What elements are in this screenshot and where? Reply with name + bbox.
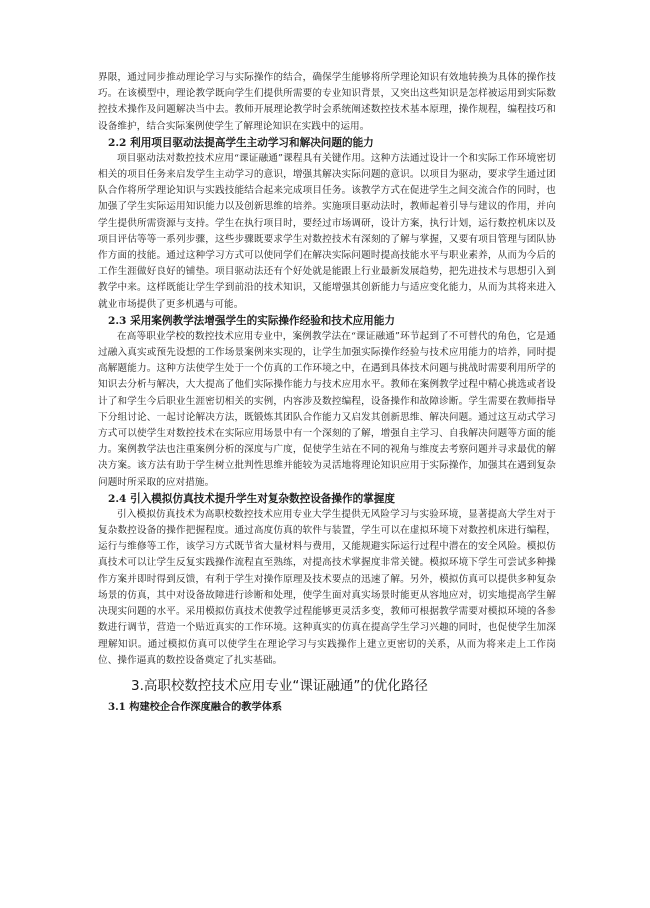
- section-heading-2-4: 2.4 引入模拟仿真技术提升学生对复杂数控设备操作的掌握度: [108, 492, 395, 505]
- section-heading-2-3: 2.3 采用案例教学法增强学生的实际操作经验和技术应用能力: [108, 314, 395, 327]
- page-body: [98, 70, 556, 715]
- paragraph-case-teaching: 在高等职业学校的数控技术应用专业中，案例教学法在“课证融通”环节起到了不可替代的角色，它是通过融入真实或预先设想的工作场景案例来实现的，让学生加强实际操作经验与技术应用能力的培养，同时提高解题能力。这种方法使学生处于一个仿真的工作环境之中，在遇到具体技术问题与挑战时需要利用所学的知识去分析与解决，大大提高了他们实际操作能力与技术应用水平。教师在案例教学过程中精心挑选或者设计了和学生今后职业生涯密切相关的实例，内容涉及数控编程，设备操作和故障诊断。学生需要在教师指导下分组讨论、一起讨论解决方法，既锻炼其团队合作能力又启发其创新思维、解决问题。通过这互动式学习方式可以使学生对数控技术在实际应用场景中有一个深刻的了解，增强自主学习、自我解决问题等方面的能力。案例教学法也注重案例分析的深度与广度，促使学生站在不同的视角与维度去考察问题并寻求最优的解决方案。该方法有助于学生树立批判性思维并能较为灵活地将理论知识应用于实际操作，加强其在遇到复杂问题时所采取的应对措施。: [98, 330, 556, 488]
- section-heading-2-2: 2.2 利用项目驱动法提高学生主动学习和解决问题的能力: [108, 136, 374, 149]
- chapter-heading-3: 3.高职校数控技术应用专业“课证融通”的优化路径: [131, 677, 428, 694]
- section-heading-3-1: 3.1 构建校企合作深度融合的教学体系: [108, 700, 283, 713]
- paragraph-project-driven: 项目驱动法对数控技术应用“课证融通”课程具有关键作用。这种方法通过设计一个和实际工作环境密切相关的项目任务来启发学生主动学习的意识，增强其解决实际问题的意识。以项目为驱动，要求学生通过团队合作将所学理论知识与实践技能结合起来完成项目任务。该教学方式在促进学生之间交流合作的同时，也加强了学生实际运用知识能力以及创新思维的培养。实施项目驱动法时，教师起着引导与建议的作用，并向学生提供所需资源与支持。学生在执行项目时，要经过市场调研，设计方案，执行计划，运行数控机床以及项目评估等等一系列步骤，这些步骤既要求学生对数控技术有深刻的了解与掌握，又要有项目管理与团队协作方面的技能。通过这种学习方式可以使同学们在解决实际问题时提高技能水平与职业素养，从而为今后的工作生涯做好良好的铺垫。项目驱动法还有个好处就是能跟上行业最新发展趋势，把先进技术与思想引入到教学中来。这样既能让学生学到前沿的技术知识，又能增强其创新能力与适应变化能力，从而为其将来进入就业市场提供了更多机遇与可能。: [98, 152, 556, 310]
- paragraph-simulation: 引入模拟仿真技术为高职校数控技术应用专业大学生提供无风险学习与实验环境，显著提高大学生对于复杂数控设备的操作把握程度。通过高度仿真的软件与装置，学生可以在虚拟环境下对数控机床进行编程，运行与维修等工作，该学习方式既节省大量材料与费用，又能规避实际运行过程中潜在的安全风险。模拟仿真技术可以让学生反复实践操作流程直至熟练，对提高技术掌握度非常关键。模拟环境下学生可尝试多种操作方案并即时得到反馈，有利于学生对操作原理及技术要点的迅速了解。另外，模拟仿真可以提供多种复杂场景的仿真，其中对设备故障进行诊断和处理，使学生面对真实场景时能更从容地应对，切实地提高学生解决现实问题的水平。采用模拟仿真技术使教学过程能够更灵活多变，教师可根据教学需要对模拟环境的各参数进行调节，营造一个贴近真实的工作环境。这种真实的仿真在提高学生学习兴趣的同时，也促使学生加深理解知识。通过模拟仿真可以使学生在理论学习与实践操作上建立更密切的关系，从而为将来走上工作岗位、操作逼真的数控设备奠定了扎实基础。: [98, 508, 556, 666]
- paragraph-theory-teaching: 界限，通过同步推动理论学习与实际操作的结合，确保学生能够将所学理论知识有效地转换为具体的操作技巧。在该模型中，理论教学既向学生们提供所需要的专业知识背景，又突出这些知识是怎样被运用到实际数控技术操作及问题解决当中去。教师开展理论教学时会系统阐述数控技术基本原理，操作规程，编程技巧和设备维护，结合实际案例使学生了解理论知识在实践中的运用。: [98, 72, 556, 132]
